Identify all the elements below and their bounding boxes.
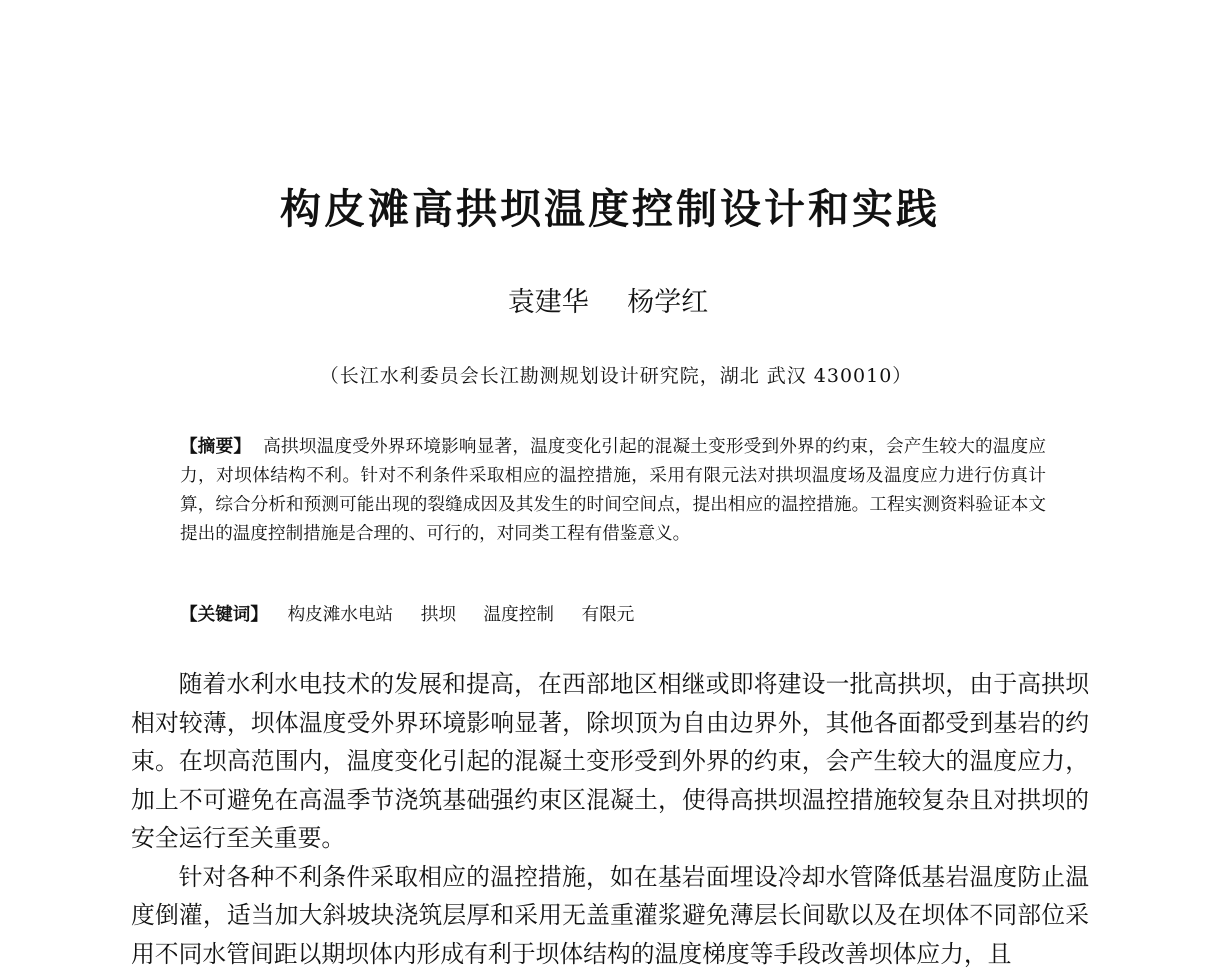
abstract-block	[180, 433, 1046, 549]
keyword: 拱坝	[421, 605, 456, 625]
keyword: 构皮滩水电站	[288, 605, 394, 625]
body-paragraph: 随着水利水电技术的发展和提高，在西部地区相继或即将建设一批高拱坝，由于高拱坝相对较薄，坝体温度受外界环境影响显著，除坝顶为自由边界外，其他各面都受到基岩的约束。在坝高范围内，温度变化引起的混凝土变形受到外界的约束，会产生较大的温度应力，加上不可避免在高温季节浇筑基础强约束区混凝土，使得高拱坝温控措施较复杂且对拱坝的安全运行至关重要。	[131, 665, 1089, 858]
paper-authors: 袁建华 杨学红	[0, 280, 1216, 319]
abstract-text: 高拱坝温度受外界环境影响显著，温度变化引起的混凝土变形受到外界的约束，会产生较大的温度应力，对坝体结构不利。针对不利条件采取相应的温控措施，采用有限元法对拱坝温度场及温度应力进行仿真计算，综合分析和预测可能出现的裂缝成因及其发生的时间空间点，提出相应的温控措施。工程实测资料验证本文提出的温度控制措施是合理的、可行的，对同类工程有借鉴意义。	[180, 437, 1046, 544]
body-text	[131, 665, 1089, 973]
keyword: 温度控制	[484, 605, 554, 625]
keywords-block	[180, 601, 1046, 630]
abstract-label: 【摘要】	[180, 437, 251, 457]
body-paragraph: 针对各种不利条件采取相应的温控措施，如在基岩面埋设冷却水管降低基岩温度防止温度倒灌，适当加大斜坡块浇筑层厚和采用无盖重灌浆避免薄层长间歇以及在坝体不同部位采用不同水管间距以期坝体内形成有利于坝体结构的温度梯度等手段改善坝体应力，且	[131, 858, 1089, 973]
keywords-label: 【关键词】	[180, 605, 268, 625]
keyword: 有限元	[582, 605, 635, 625]
author-affiliation: （长江水利委员会长江勘测规划设计研究院，湖北 武汉 430010）	[0, 361, 1232, 388]
paper-title: 构皮滩高拱坝温度控制设计和实践	[0, 176, 1220, 235]
